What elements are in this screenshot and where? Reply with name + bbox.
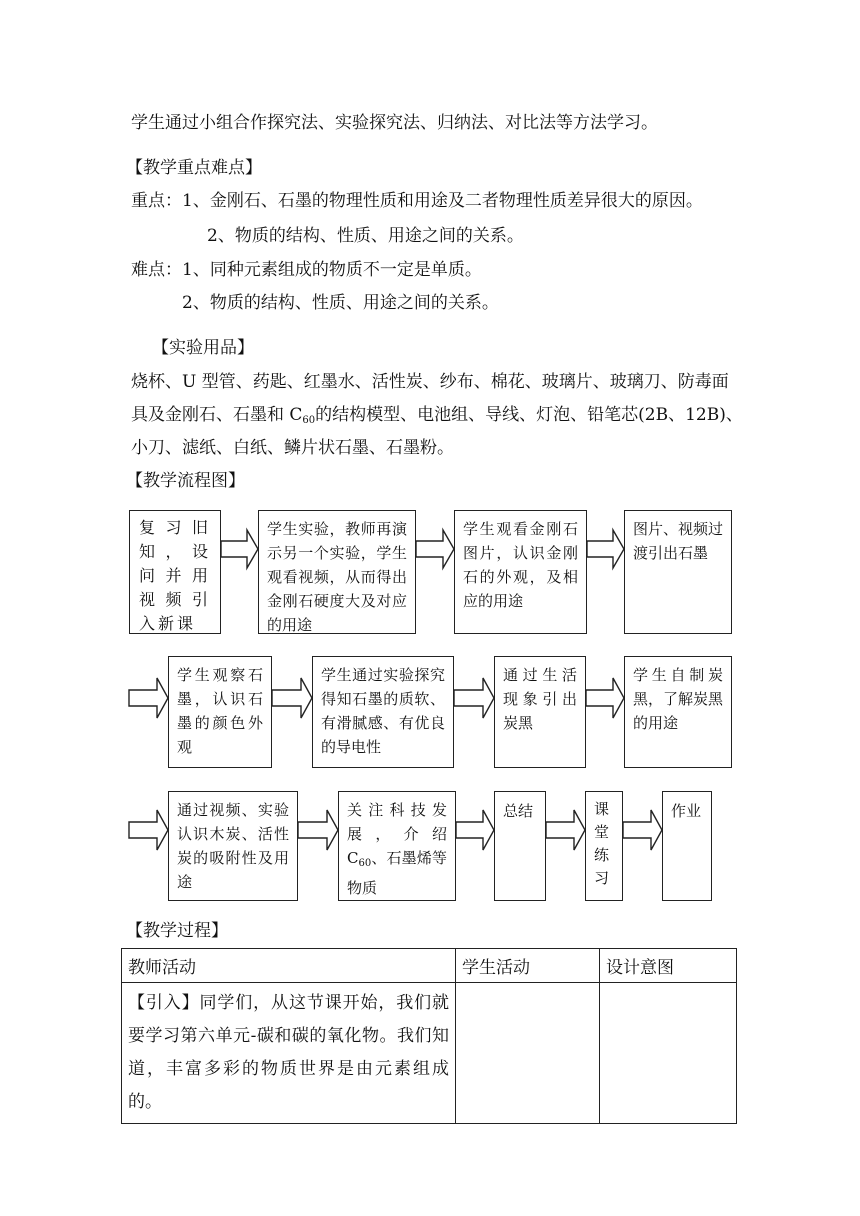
materials-line-3: 小刀、滤纸、白纸、鳞片状石墨、石墨粉。 — [131, 438, 454, 458]
teacher-activity-cell — [122, 983, 456, 1124]
arrow-right-icon — [298, 810, 338, 850]
flow-box-practice: 课堂练习 — [585, 791, 623, 901]
column-header-teacher: 教师活动 — [122, 949, 456, 983]
difficulty-item-1: 1、同种元素组成的物质不一定是单质。 — [182, 260, 482, 280]
difficulty-line-2: 2、物质的结构、性质、用途之间的关系。 — [182, 293, 499, 313]
focus-item-1: 1、金刚石、石墨的物理性质和用途及二者物理性质差异很大的原因。 — [182, 191, 703, 211]
flow-box-review: 复习旧知，设问并用视频引入新课 — [129, 510, 221, 634]
arrow-right-icon — [272, 678, 312, 718]
flow-box-carbon-black-intro: 通过生活现象引出炭黑 — [494, 656, 586, 768]
arrow-right-icon — [129, 810, 168, 850]
flowchart-heading: 【教学流程图】 — [126, 471, 245, 491]
intro-tag: 【引入】 — [128, 993, 200, 1013]
design-intent-cell — [600, 983, 737, 1124]
flow-box-diamond-images: 学生观看金刚石图片，认识金刚石的外观，及相应的用途 — [454, 510, 587, 634]
materials-heading: 【实验用品】 — [152, 338, 254, 358]
flow-box-experiment-diamond: 学生实验，教师再演示另一个实验，学生观看视频，从而得出金刚石硬度大及对应的用途 — [258, 510, 416, 634]
arrow-right-icon — [456, 810, 494, 850]
flow-box-science-c60: 关注科技发展，介绍 $C_{60}$、石墨烯等物质 — [338, 791, 456, 901]
materials-line-2: 具及金刚石、石墨和 $C_{60}$的结构模型、电池组、导线、灯泡、铅笔芯(2B、12B)、 — [131, 405, 743, 426]
flow-box-graphite-intro: 图片、视频过渡引出石墨 — [624, 510, 732, 634]
flow-box-charcoal-adsorption: 通过视频、实验认识木炭、活性炭的吸附性及用途 — [168, 791, 298, 901]
materials-line-1: 烧杯、U 型管、药匙、红墨水、活性炭、纱布、棉花、玻璃片、玻璃刀、防毒面 — [131, 372, 729, 392]
flow-box-observe-graphite: 学生观察石墨，认识石墨的颜色外观 — [168, 656, 272, 768]
focus-line-2: 2、物质的结构、性质、用途之间的关系。 — [207, 226, 524, 246]
process-table — [121, 948, 737, 1124]
flow-box-make-carbon-black: 学生自制炭黑，了解炭黑的用途 — [624, 656, 732, 768]
column-header-intent: 设计意图 — [600, 949, 737, 983]
c60-subscript-flow: 60 — [358, 858, 372, 869]
intro-line: 学生通过小组合作探究法、实验探究法、归纳法、对比法等方法学习。 — [131, 113, 658, 133]
arrow-right-icon — [416, 530, 454, 568]
c60-subscript: 60 — [302, 415, 316, 426]
process-heading: 【教学过程】 — [126, 921, 228, 941]
difficulty-label: 难点： — [131, 260, 182, 280]
difficulty-line-1 — [131, 259, 482, 281]
focus-line-1 — [131, 190, 703, 212]
arrow-right-icon — [587, 530, 624, 568]
arrow-right-icon — [586, 678, 624, 718]
flow-box-graphite-experiment: 学生通过实验探究得知石墨的质软、有滑腻感、有优良的导电性 — [312, 656, 454, 768]
flow-box-homework: 作业 — [662, 791, 712, 901]
arrow-right-icon — [623, 810, 662, 850]
arrow-right-icon — [221, 530, 258, 568]
arrow-right-icon — [454, 678, 494, 718]
arrow-right-icon — [129, 678, 168, 718]
student-activity-cell — [456, 983, 600, 1124]
focus-label: 重点： — [131, 191, 182, 211]
intro-text: 同学们，从这节课开始，我们就要学习第六单元-碳和碳的氧化物。我们知道，丰富多彩的物质世界是由元素组成的。 — [128, 993, 450, 1112]
flow-box-summary: 总结 — [494, 791, 546, 901]
arrow-right-icon — [546, 810, 585, 850]
column-header-student: 学生活动 — [456, 949, 600, 983]
key-points-heading: 【教学重点难点】 — [126, 158, 262, 178]
